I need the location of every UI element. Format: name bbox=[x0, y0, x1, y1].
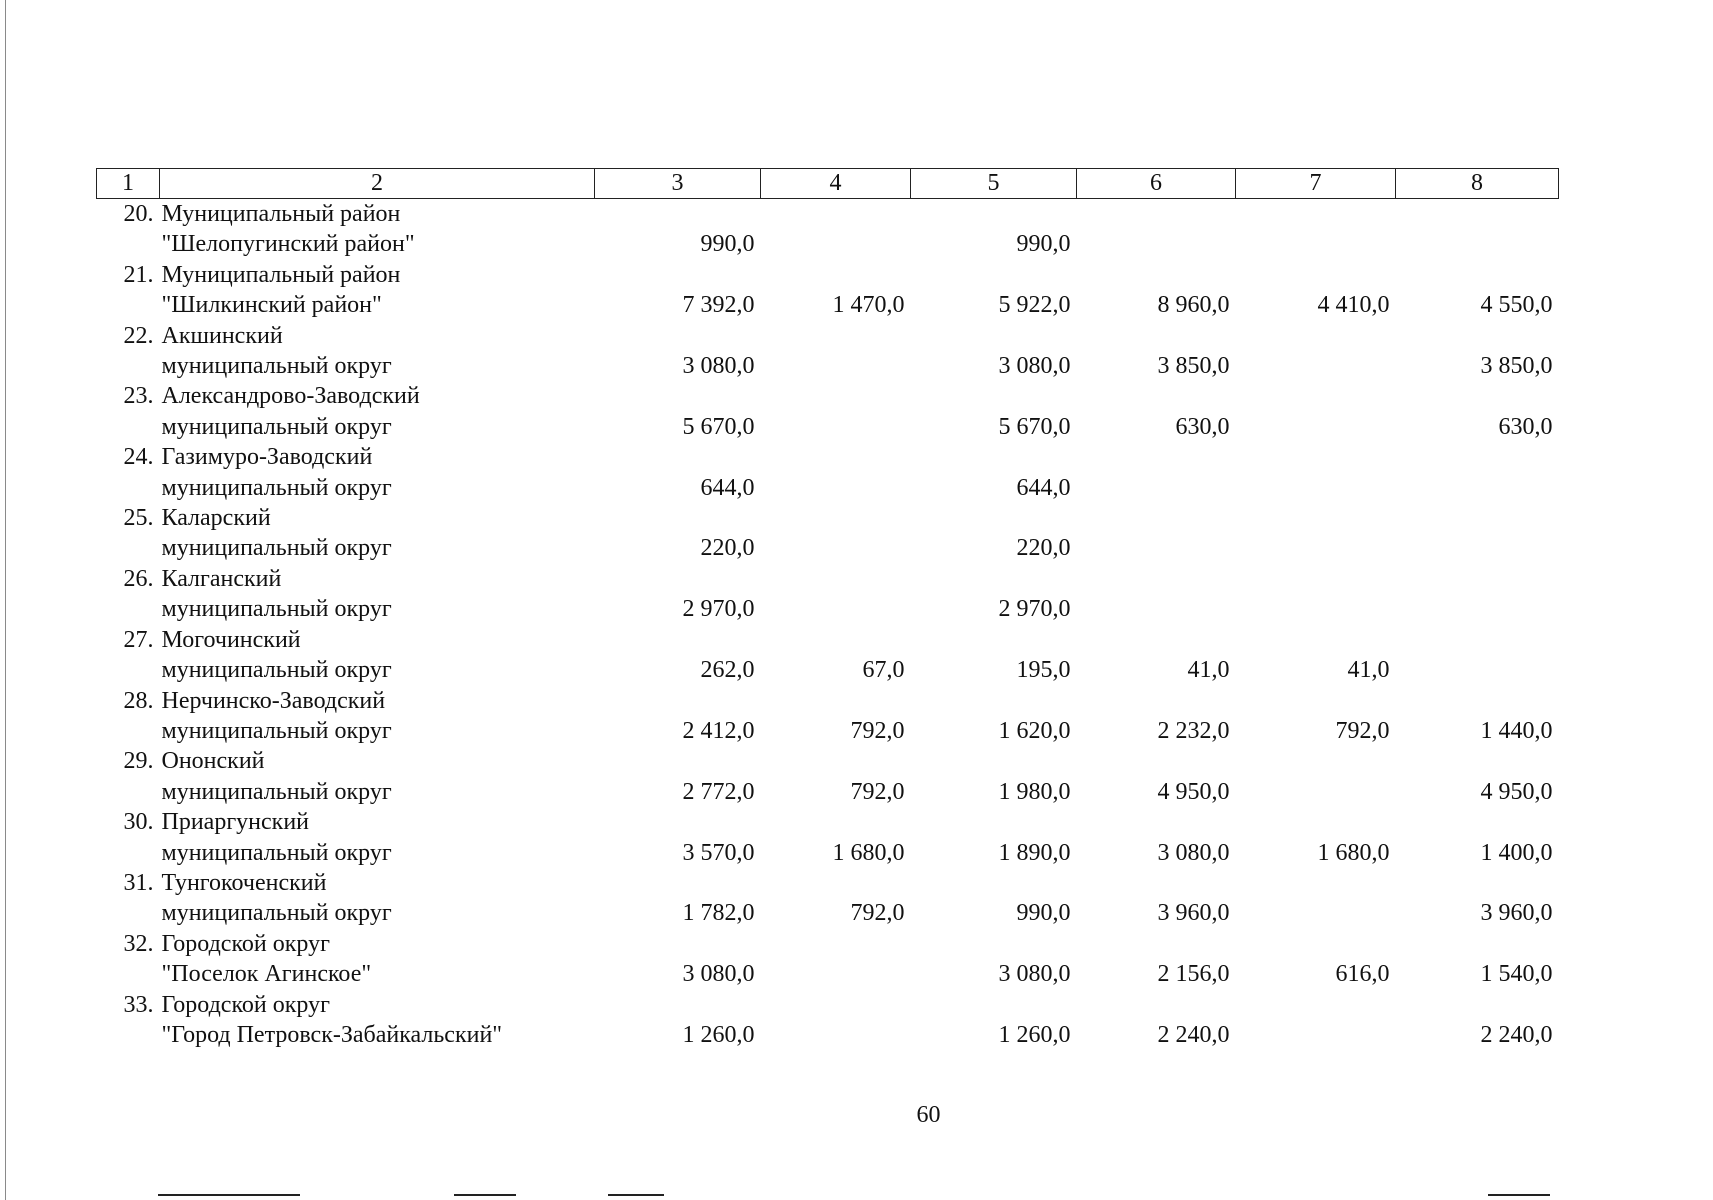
row-number: 25. bbox=[123, 505, 154, 532]
table-row bbox=[97, 990, 1559, 1020]
row-number-spacer bbox=[97, 838, 160, 868]
column-header-5: 5 bbox=[911, 169, 1077, 199]
row-spacer bbox=[595, 990, 1559, 1020]
table-row-values bbox=[97, 777, 1559, 807]
row-number-spacer bbox=[97, 412, 160, 442]
cell-col-8: 1 400,0 bbox=[1480, 839, 1553, 866]
cell-col-7 bbox=[1236, 412, 1396, 442]
row-name-line2: "Поселок Агинское" bbox=[161, 961, 372, 988]
row-name-line2: муниципальный округ bbox=[161, 839, 392, 866]
row-number-spacer bbox=[97, 290, 160, 320]
cell-col-7: 792,0 bbox=[1335, 717, 1390, 744]
cell-col-6: 630,0 bbox=[1175, 413, 1230, 440]
row-spacer bbox=[595, 503, 1559, 533]
row-name-line2: муниципальный округ bbox=[161, 535, 392, 562]
row-number: 32. bbox=[123, 930, 154, 957]
row-number-spacer bbox=[97, 898, 160, 928]
table-row bbox=[97, 442, 1559, 472]
row-name-line2: муниципальный округ bbox=[161, 353, 392, 380]
cell-col-7: 4 410,0 bbox=[1317, 292, 1390, 319]
cell-col-3: 1 782,0 bbox=[682, 900, 755, 927]
row-number: 20. bbox=[123, 201, 154, 227]
cell-col-8: 4 950,0 bbox=[1480, 778, 1553, 805]
row-name-line1: Могочинский bbox=[161, 626, 301, 653]
bottom-rule bbox=[1488, 1194, 1550, 1196]
row-name-line2: "Шелопугинский район" bbox=[161, 231, 415, 258]
table-row bbox=[97, 199, 1559, 230]
row-number: 26. bbox=[123, 565, 154, 592]
cell-col-6: 3 850,0 bbox=[1157, 353, 1230, 380]
row-name-line2: муниципальный округ bbox=[161, 717, 392, 744]
row-number-spacer bbox=[97, 716, 160, 746]
cell-col-7 bbox=[1236, 1020, 1396, 1050]
row-name-line2: "Шилкинский район" bbox=[161, 292, 382, 319]
table-row-values bbox=[97, 290, 1559, 320]
row-number: 27. bbox=[123, 626, 154, 653]
row-spacer bbox=[595, 868, 1559, 898]
cell-col-4 bbox=[761, 594, 911, 624]
cell-col-3: 3 080,0 bbox=[682, 353, 755, 380]
row-number: 22. bbox=[123, 322, 154, 349]
row-name-line1: Городской округ bbox=[161, 991, 330, 1018]
cell-col-4 bbox=[761, 473, 911, 503]
cell-col-5: 2 970,0 bbox=[998, 596, 1071, 623]
row-spacer bbox=[595, 807, 1559, 837]
cell-col-7 bbox=[1236, 351, 1396, 381]
row-number-spacer bbox=[97, 473, 160, 503]
cell-col-3: 2 772,0 bbox=[682, 778, 755, 805]
row-name-line2: муниципальный округ bbox=[161, 413, 392, 440]
cell-col-6: 2 156,0 bbox=[1157, 961, 1230, 988]
header-row bbox=[97, 169, 1559, 199]
table-row-values bbox=[97, 716, 1559, 746]
cell-col-4 bbox=[761, 229, 911, 259]
page-number: 60 bbox=[916, 1102, 941, 1128]
cell-col-5: 3 080,0 bbox=[998, 961, 1071, 988]
cell-col-3: 5 670,0 bbox=[682, 413, 755, 440]
row-spacer bbox=[595, 199, 1559, 230]
row-spacer bbox=[595, 381, 1559, 411]
column-header-8: 8 bbox=[1396, 169, 1559, 199]
row-spacer bbox=[595, 929, 1559, 959]
cell-col-4 bbox=[761, 412, 911, 442]
cell-col-6 bbox=[1077, 594, 1236, 624]
table-header bbox=[97, 169, 1559, 199]
table-row-values bbox=[97, 533, 1559, 563]
row-name-line1: Муниципальный район bbox=[161, 261, 401, 288]
row-number: 24. bbox=[123, 444, 154, 471]
column-header-3: 3 bbox=[595, 169, 761, 199]
cell-col-6: 3 080,0 bbox=[1157, 839, 1230, 866]
cell-col-5: 1 980,0 bbox=[998, 778, 1071, 805]
cell-col-7 bbox=[1236, 898, 1396, 928]
cell-col-3: 2 970,0 bbox=[682, 596, 755, 623]
row-spacer bbox=[595, 260, 1559, 290]
cell-col-4 bbox=[761, 1020, 911, 1050]
cell-col-4: 1 470,0 bbox=[832, 292, 905, 319]
cell-col-5: 5 922,0 bbox=[998, 292, 1071, 319]
row-spacer bbox=[595, 564, 1559, 594]
cell-col-5: 990,0 bbox=[1016, 900, 1071, 927]
cell-col-6: 3 960,0 bbox=[1157, 900, 1230, 927]
cell-col-5: 644,0 bbox=[1016, 474, 1071, 501]
cell-col-4: 67,0 bbox=[862, 657, 905, 684]
row-name-line1: Муниципальный район bbox=[161, 201, 401, 227]
row-number: 29. bbox=[123, 748, 154, 775]
cell-col-5: 220,0 bbox=[1016, 535, 1071, 562]
cell-col-7 bbox=[1236, 777, 1396, 807]
cell-col-7 bbox=[1236, 533, 1396, 563]
cell-col-6 bbox=[1077, 473, 1236, 503]
table-row-values bbox=[97, 473, 1559, 503]
cell-col-8 bbox=[1396, 229, 1559, 259]
table-row bbox=[97, 625, 1559, 655]
cell-col-8: 1 540,0 bbox=[1480, 961, 1553, 988]
bottom-rule bbox=[158, 1194, 300, 1196]
cell-col-8 bbox=[1396, 655, 1559, 685]
table-row bbox=[97, 929, 1559, 959]
row-number: 30. bbox=[123, 809, 154, 836]
table-row bbox=[97, 746, 1559, 776]
cell-col-5: 990,0 bbox=[1016, 231, 1071, 258]
cell-col-5: 195,0 bbox=[1016, 657, 1071, 684]
cell-col-7 bbox=[1236, 594, 1396, 624]
table-row-values bbox=[97, 1020, 1559, 1050]
table-row-values bbox=[97, 351, 1559, 381]
cell-col-6: 2 240,0 bbox=[1157, 1021, 1230, 1048]
cell-col-3: 220,0 bbox=[700, 535, 755, 562]
table-row bbox=[97, 260, 1559, 290]
cell-col-8: 1 440,0 bbox=[1480, 717, 1553, 744]
row-spacer bbox=[595, 442, 1559, 472]
cell-col-6: 2 232,0 bbox=[1157, 717, 1230, 744]
cell-col-3: 990,0 bbox=[700, 231, 755, 258]
row-name-line2: муниципальный округ bbox=[161, 657, 392, 684]
cell-col-7: 1 680,0 bbox=[1317, 839, 1390, 866]
row-name-line2: "Город Петровск-Забайкальский" bbox=[161, 1021, 503, 1048]
cell-col-8 bbox=[1396, 473, 1559, 503]
table-row bbox=[97, 807, 1559, 837]
table-row bbox=[97, 686, 1559, 716]
cell-col-6 bbox=[1077, 229, 1236, 259]
cell-col-4 bbox=[761, 351, 911, 381]
row-name-line2: муниципальный округ bbox=[161, 900, 392, 927]
cell-col-5: 5 670,0 bbox=[998, 413, 1071, 440]
row-number: 28. bbox=[123, 687, 154, 714]
cell-col-7 bbox=[1236, 473, 1396, 503]
cell-col-6: 41,0 bbox=[1187, 657, 1230, 684]
bottom-rule bbox=[608, 1194, 664, 1196]
row-number-spacer bbox=[97, 594, 160, 624]
row-number-spacer bbox=[97, 1020, 160, 1050]
row-name-line1: Каларский bbox=[161, 505, 271, 532]
cell-col-3: 7 392,0 bbox=[682, 292, 755, 319]
table-row-values bbox=[97, 229, 1559, 259]
row-spacer bbox=[595, 625, 1559, 655]
row-name-line1: Ононский bbox=[161, 748, 265, 775]
row-name-line2: муниципальный округ bbox=[161, 474, 392, 501]
row-name-line1: Александрово-Заводский bbox=[161, 383, 420, 410]
column-header-6: 6 bbox=[1077, 169, 1236, 199]
cell-col-8: 3 960,0 bbox=[1480, 900, 1553, 927]
row-name-line1: Тунгокоченский bbox=[161, 869, 327, 896]
cell-col-6: 4 950,0 bbox=[1157, 778, 1230, 805]
table-row bbox=[97, 381, 1559, 411]
cell-col-5: 3 080,0 bbox=[998, 353, 1071, 380]
row-number-spacer bbox=[97, 351, 160, 381]
row-spacer bbox=[595, 321, 1559, 351]
page-edge bbox=[5, 0, 6, 1200]
cell-col-3: 3 080,0 bbox=[682, 961, 755, 988]
cell-col-8: 630,0 bbox=[1498, 413, 1553, 440]
cell-col-8: 3 850,0 bbox=[1480, 353, 1553, 380]
row-name-line1: Калганский bbox=[161, 565, 282, 592]
row-name-line1: Городской округ bbox=[161, 930, 330, 957]
cell-col-7 bbox=[1236, 229, 1396, 259]
cell-col-5: 1 890,0 bbox=[998, 839, 1071, 866]
cell-col-4 bbox=[761, 533, 911, 563]
row-number-spacer bbox=[97, 533, 160, 563]
row-number: 33. bbox=[123, 991, 154, 1018]
table-row-values bbox=[97, 412, 1559, 442]
table-row bbox=[97, 868, 1559, 898]
row-name-line1: Приаргунский bbox=[161, 809, 310, 836]
cell-col-8 bbox=[1396, 594, 1559, 624]
row-name-line2: муниципальный округ bbox=[161, 778, 392, 805]
table-row-values bbox=[97, 655, 1559, 685]
cell-col-6 bbox=[1077, 533, 1236, 563]
cell-col-3: 1 260,0 bbox=[682, 1021, 755, 1048]
row-number: 23. bbox=[123, 383, 154, 410]
cell-col-7: 616,0 bbox=[1335, 961, 1390, 988]
table-row-values bbox=[97, 594, 1559, 624]
cell-col-4: 1 680,0 bbox=[832, 839, 905, 866]
cell-col-8 bbox=[1396, 533, 1559, 563]
cell-col-4: 792,0 bbox=[850, 900, 905, 927]
table-row bbox=[97, 564, 1559, 594]
cell-col-4: 792,0 bbox=[850, 717, 905, 744]
row-number-spacer bbox=[97, 655, 160, 685]
cell-col-7: 41,0 bbox=[1347, 657, 1390, 684]
row-spacer bbox=[595, 686, 1559, 716]
cell-col-6: 8 960,0 bbox=[1157, 292, 1230, 319]
table-body bbox=[97, 199, 1559, 1051]
cell-col-5: 1 260,0 bbox=[998, 1021, 1071, 1048]
bottom-rule bbox=[454, 1194, 516, 1196]
cell-col-3: 3 570,0 bbox=[682, 839, 755, 866]
cell-col-3: 644,0 bbox=[700, 474, 755, 501]
row-number: 21. bbox=[123, 261, 154, 288]
row-spacer bbox=[595, 746, 1559, 776]
row-name-line1: Газимуро-Заводский bbox=[161, 444, 373, 471]
cell-col-8: 4 550,0 bbox=[1480, 292, 1553, 319]
table-row-values bbox=[97, 838, 1559, 868]
cell-col-3: 2 412,0 bbox=[682, 717, 755, 744]
cell-col-8: 2 240,0 bbox=[1480, 1021, 1553, 1048]
row-name-line1: Нерчинско-Заводский bbox=[161, 687, 386, 714]
row-number-spacer bbox=[97, 777, 160, 807]
column-header-4: 4 bbox=[761, 169, 911, 199]
cell-col-4 bbox=[761, 959, 911, 989]
column-header-2: 2 bbox=[160, 169, 595, 199]
row-number-spacer bbox=[97, 959, 160, 989]
column-header-1: 1 bbox=[97, 169, 160, 199]
row-number: 31. bbox=[123, 869, 154, 896]
column-header-7: 7 bbox=[1236, 169, 1396, 199]
cell-col-4: 792,0 bbox=[850, 778, 905, 805]
cell-col-5: 1 620,0 bbox=[998, 717, 1071, 744]
table-row bbox=[97, 321, 1559, 351]
row-number-spacer bbox=[97, 229, 160, 259]
cell-col-3: 262,0 bbox=[700, 657, 755, 684]
row-name-line1: Акшинский bbox=[161, 322, 283, 349]
table-row bbox=[97, 503, 1559, 533]
row-name-line2: муниципальный округ bbox=[161, 596, 392, 623]
data-table bbox=[96, 168, 1559, 1050]
table-row-values bbox=[97, 959, 1559, 989]
table-row-values bbox=[97, 898, 1559, 928]
